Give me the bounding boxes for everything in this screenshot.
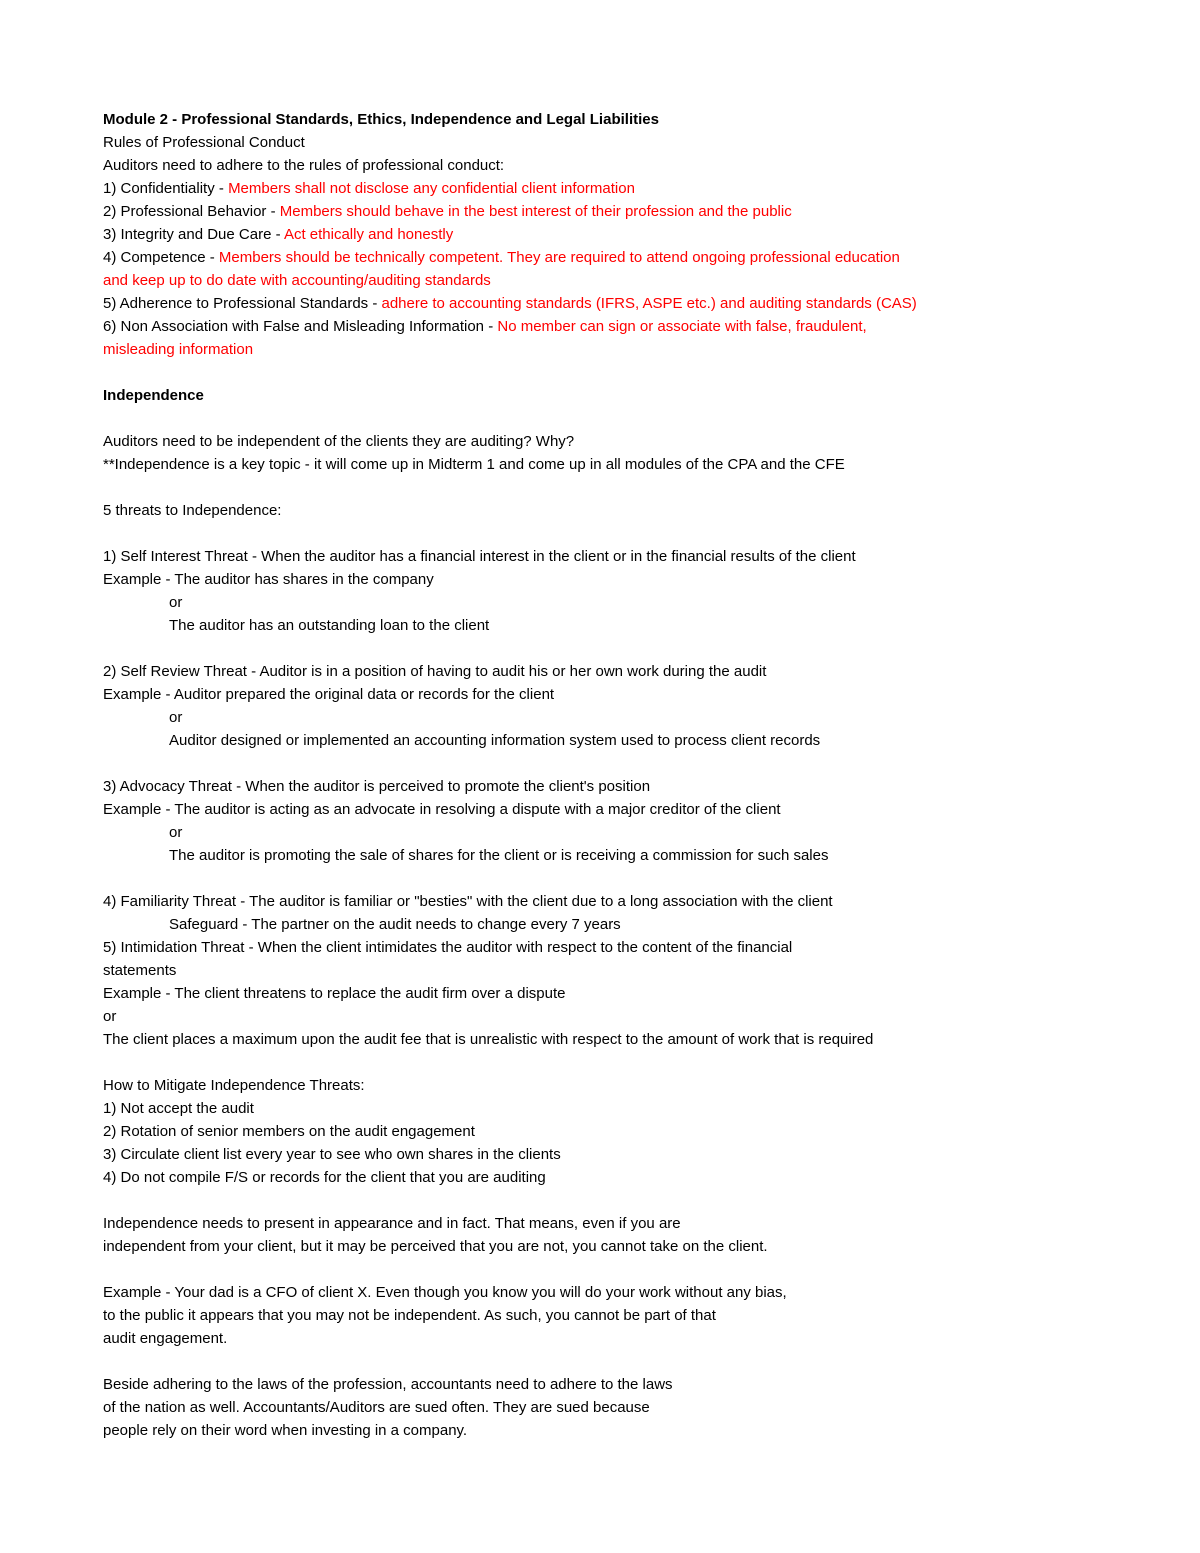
example-paragraph-line: audit engagement. bbox=[103, 1330, 228, 1347]
laws-paragraph-line: Beside adhering to the laws of the profession, accountants need to adhere to the laws bbox=[103, 1376, 673, 1393]
rule-label: 6) Non Association with False and Misleading Information - bbox=[103, 318, 498, 335]
threat-self-review: 2) Self Review Threat - Auditor is in a position of having to audit his or her own work during the audit bbox=[103, 663, 767, 680]
rule-text: adhere to accounting standards (IFRS, ASPE etc.) and auditing standards (CAS) bbox=[381, 295, 917, 312]
threat-example-alt: The client places a maximum upon the audit fee that is unrealistic with respect to the amount of work that is required bbox=[103, 1031, 874, 1048]
rule-label: 5) Adherence to Professional Standards - bbox=[103, 295, 382, 312]
appearance-paragraph-line: independent from your client, but it may be perceived that you are not, you cannot take on the client. bbox=[103, 1238, 768, 1255]
threat-example: Example - Auditor prepared the original data or records for the client bbox=[103, 686, 555, 703]
rule-text: Members shall not disclose any confidential client information bbox=[228, 180, 635, 197]
rule-text: Members should behave in the best interest of their profession and the public bbox=[279, 203, 792, 220]
threat-intimidation: 5) Intimidation Threat - When the client intimidates the auditor with respect to the content of the financial bbox=[103, 939, 793, 956]
rule-item-non-association-cont: misleading information bbox=[103, 341, 254, 358]
example-paragraph-line: to the public it appears that you may not be independent. As such, you cannot be part of that bbox=[103, 1307, 716, 1324]
independence-heading: Independence bbox=[103, 387, 204, 404]
document-title: Module 2 - Professional Standards, Ethics, Independence and Legal Liabilities bbox=[103, 111, 659, 128]
rule-label: 2) Professional Behavior - bbox=[103, 203, 280, 220]
example-paragraph-line: Example - Your dad is a CFO of client X. Even though you know you will do your work without any bias, bbox=[103, 1284, 787, 1301]
rule-label: 1) Confidentiality - bbox=[103, 180, 229, 197]
threat-safeguard: Safeguard - The partner on the audit needs to change every 7 years bbox=[169, 916, 621, 933]
mitigate-item: 3) Circulate client list every year to see who own shares in the clients bbox=[103, 1146, 561, 1163]
rule-item-competence-cont: and keep up to do date with accounting/auditing standards bbox=[103, 272, 491, 289]
threat-advocacy: 3) Advocacy Threat - When the auditor is perceived to promote the client's position bbox=[103, 778, 651, 795]
appearance-paragraph-line: Independence needs to present in appearance and in fact. That means, even if you are bbox=[103, 1215, 681, 1232]
rule-item-confidentiality bbox=[103, 177, 1103, 200]
document-body bbox=[103, 108, 1103, 1442]
threat-example-alt: The auditor is promoting the sale of shares for the client or is receiving a commission for such sales bbox=[169, 847, 829, 864]
rule-item-professional-behavior bbox=[103, 200, 1103, 223]
mitigate-item: 2) Rotation of senior members on the audit engagement bbox=[103, 1123, 475, 1140]
threats-heading: 5 threats to Independence: bbox=[103, 502, 282, 519]
rule-label: 3) Integrity and Due Care - bbox=[103, 226, 284, 243]
threat-familiarity: 4) Familiarity Threat - The auditor is familiar or "besties" with the client due to a long association with the client bbox=[103, 893, 833, 910]
or-separator: or bbox=[169, 709, 183, 726]
threat-self-interest: 1) Self Interest Threat - When the auditor has a financial interest in the client or in the financial results of the client bbox=[103, 548, 856, 565]
rule-item-non-association bbox=[103, 315, 1103, 338]
threat-example: Example - The client threatens to replace the audit firm over a dispute bbox=[103, 985, 566, 1002]
rule-text: No member can sign or associate with false, fraudulent, bbox=[497, 318, 867, 335]
threat-example: Example - The auditor has shares in the company bbox=[103, 571, 434, 588]
rules-heading: Rules of Professional Conduct bbox=[103, 134, 305, 151]
mitigate-item: 1) Not accept the audit bbox=[103, 1100, 254, 1117]
threat-example: Example - The auditor is acting as an advocate in resolving a dispute with a major creditor of the client bbox=[103, 801, 781, 818]
laws-paragraph-line: of the nation as well. Accountants/Auditors are sued often. They are sued because bbox=[103, 1399, 650, 1416]
or-separator: or bbox=[169, 594, 183, 611]
rules-intro: Auditors need to adhere to the rules of professional conduct: bbox=[103, 157, 505, 174]
mitigate-item: 4) Do not compile F/S or records for the client that you are auditing bbox=[103, 1169, 546, 1186]
threat-intimidation-cont: statements bbox=[103, 962, 177, 979]
threat-example-alt: The auditor has an outstanding loan to the client bbox=[169, 617, 490, 634]
rule-item-adherence bbox=[103, 292, 1103, 315]
rule-label: 4) Competence - bbox=[103, 249, 219, 266]
rule-text: Members should be technically competent. They are required to attend ongoing professional education bbox=[218, 249, 900, 266]
mitigate-heading: How to Mitigate Independence Threats: bbox=[103, 1077, 365, 1094]
independence-question: Auditors need to be independent of the clients they are auditing? Why? bbox=[103, 433, 575, 450]
rule-item-competence bbox=[103, 246, 1103, 269]
rule-text: Act ethically and honestly bbox=[283, 226, 454, 243]
independence-note: **Independence is a key topic - it will come up in Midterm 1 and come up in all modules of the CPA and the CFE bbox=[103, 456, 845, 473]
or-separator: or bbox=[169, 824, 183, 841]
laws-paragraph-line: people rely on their word when investing in a company. bbox=[103, 1422, 468, 1439]
threat-example-alt: Auditor designed or implemented an accounting information system used to process client records bbox=[169, 732, 821, 749]
or-separator: or bbox=[103, 1008, 117, 1025]
rule-item-integrity bbox=[103, 223, 1103, 246]
